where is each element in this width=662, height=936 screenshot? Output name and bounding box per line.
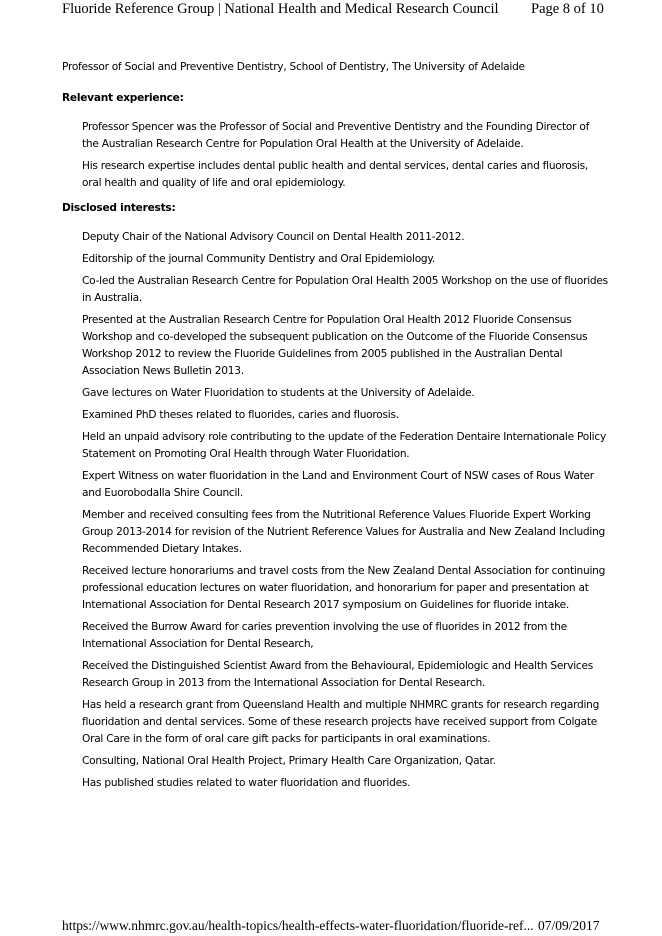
interest-item: Expert Witness on water fluoridation in the Land and Environment Court of NSW cases of Rous Water and Euorobodalla Shire Council. <box>82 470 594 499</box>
interest-item: Received lecture honorariums and travel costs from the New Zealand Dental Association for continuing professional education lectures on water fluoridation, and honorarium for paper and presentation at International Association for Dental Research 2017 symposium on Guidelines for fluoride intake. <box>82 565 606 611</box>
interest-item: Received the Burrow Award for caries prevention involving the use of fluorides in 2012 from the International Association for Dental Research, <box>82 621 567 650</box>
interest-item: Presented at the Australian Research Centre for Population Oral Health 2012 Fluoride Consensus Workshop and co-developed the subsequent publication on the Outcome of the Fluoride Consensus Workshop 2012 to review the Fluoride Guidelines from 2005 published in the Australian Dental Association News Bulletin 2013. <box>82 314 588 377</box>
interest-item: Consulting, National Oral Health Project, Primary Health Care Organization, Qatar. <box>82 755 496 767</box>
interest-item: Co-led the Australian Research Centre for Population Oral Health 2005 Workshop on the use of fluorides in Australia. <box>82 275 608 304</box>
experience-paragraph: Professor Spencer was the Professor of Social and Preventive Dentistry and the Founding Director of the Australian Research Centre for Population Oral Health at the University of Adelaide. <box>82 121 590 150</box>
affiliation: Professor of Social and Preventive Dentistry, School of Dentistry, The University of Adelaide <box>62 61 525 73</box>
interest-item: Gave lectures on Water Fluoridation to students at the University of Adelaide. <box>82 387 475 399</box>
interest-item: Held an unpaid advisory role contributing to the update of the Federation Dentaire Internationale Policy Statement on Promoting Oral Health through Water Fluoridation. <box>82 431 606 460</box>
interest-item: Deputy Chair of the National Advisory Council on Dental Health 2011-2012. <box>82 231 465 243</box>
page-number: Page 8 of 10 <box>531 1 604 17</box>
interest-item: Member and received consulting fees from the Nutritional Reference Values Fluoride Expert Working Group 2013-2014 for revision of the Nutrient Reference Values for Australia and New Zealand Including Recommended Dietary Intakes. <box>82 509 606 555</box>
interests-list <box>62 229 608 792</box>
footer-date: 07/09/2017 <box>538 918 600 933</box>
document-body <box>62 59 608 797</box>
interest-item: Editorship of the journal Community Dentistry and Oral Epidemiology. <box>82 253 436 265</box>
interests-heading: Disclosed interests: <box>62 202 176 214</box>
experience-heading: Relevant experience: <box>62 92 184 104</box>
interest-item: Examined PhD theses related to fluorides, caries and fluorosis. <box>82 409 399 421</box>
header-title: Fluoride Reference Group | National Health and Medical Research Council <box>62 1 499 17</box>
interest-item: Has published studies related to water fluoridation and fluorides. <box>82 777 411 789</box>
footer-url: https://www.nhmrc.gov.au/health-topics/health-effects-water-fluoridation/fluoride-ref... <box>62 918 534 933</box>
experience-paragraph: His research expertise includes dental public health and dental services, dental caries and fluorosis, oral health and quality of life and oral epidemiology. <box>82 160 588 189</box>
interest-item: Received the Distinguished Scientist Award from the Behavioural, Epidemiologic and Health Services Research Group in 2013 from the International Association for Dental Research. <box>82 660 594 689</box>
interest-item: Has held a research grant from Queensland Health and multiple NHMRC grants for research regarding fluoridation and dental services. Some of these research projects have received support from Colgate Oral Care in the form of oral care gift packs for participants in oral examinations. <box>82 699 600 745</box>
